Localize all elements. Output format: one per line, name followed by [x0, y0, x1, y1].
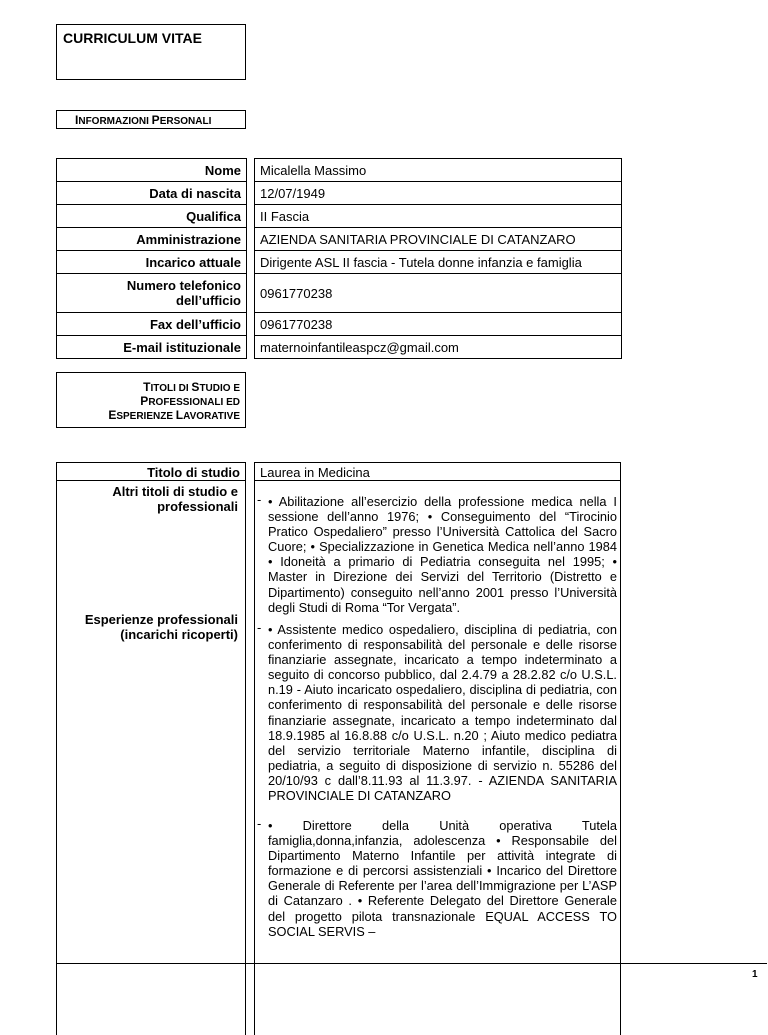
esperienze-value-2 — [257, 818, 617, 939]
personal-info-table — [56, 158, 622, 359]
column-gap — [247, 205, 255, 228]
sc-l1a: T — [143, 380, 151, 394]
personal-info-label: E-mail istituzionale — [57, 336, 247, 359]
sc-l1c: S — [191, 380, 200, 394]
personal-info-row — [57, 336, 622, 359]
sc-l3c: L — [175, 408, 184, 422]
sc-first: I — [75, 113, 79, 127]
sc-first2: P — [151, 113, 160, 127]
personal-info-value: Dirigente ASL II fascia - Tutela donne infanzia e famiglia — [255, 251, 622, 274]
personal-info-label: Fax dell’ufficio — [57, 313, 247, 336]
studies-label-column — [56, 462, 246, 1035]
personal-info-value: 12/07/1949 — [255, 182, 622, 205]
personal-info-value: II Fascia — [255, 205, 622, 228]
personal-info-row — [57, 251, 622, 274]
personal-info-value: 0961770238 — [255, 313, 622, 336]
altri-titoli-label: Altri titoli di studio e professionali — [112, 484, 238, 514]
personal-info-label: Data di nascita — [57, 182, 247, 205]
personal-info-value: 0961770238 — [255, 274, 622, 313]
esperienze-label: Esperienze professionali (incarichi ricoperti) — [84, 612, 238, 642]
dash-marker: - — [257, 492, 262, 507]
personal-info-row — [57, 159, 622, 182]
esperienze-text-2: • Direttore della Unità operativa Tutela famiglia,donna,infanzia, adolescenza • Responsabile del Dipartimento Materno Infantile per attività integrate di formazione e di percorsi assistenziali • Incarico del Direttore Generale di Referente per l’area dell’Immigrazione per L’ASP di Catanzaro . • Referente Delegato del Direttore Generale del progetto pilota transnazionale EQUAL ACCESS TO SOCIAL SERVIS – — [268, 818, 617, 939]
personal-info-label: Amministrazione — [57, 228, 247, 251]
row-separator — [254, 480, 621, 481]
altri-titoli-value — [257, 494, 617, 615]
personal-info-label: Incarico attuale — [57, 251, 247, 274]
sc-l2b: ROFESSIONALI ED — [148, 397, 240, 408]
column-gap — [247, 159, 255, 182]
altri-titoli-text: • Abilitazione all’esercizio della professione medica nella I sessione dell’anno 1976; • Conseguimento del “Tirocinio Pratico Ospedaliero” presso l’Università Cattolica del Sacro Cuore; • Specializzazione in Genetica Medica nell’anno 1984 • Idoneità a primario di Pediatria conseguita nel 1995; • Master in Direzione dei Servizi del Territorio (Distretto e Dipartimento) conseguito nell’anno 2001 presso l’Università degli Studi di Roma “Tor Vergata”. — [268, 494, 617, 615]
sc-l3d: AVORATIVE — [183, 411, 240, 422]
page-number: 1 — [752, 969, 758, 980]
column-gap — [247, 182, 255, 205]
column-gap — [247, 228, 255, 251]
personal-info-row — [57, 313, 622, 336]
personal-info-row — [57, 228, 622, 251]
column-gap — [247, 251, 255, 274]
sc-l3b: SPERIENZE — [116, 411, 176, 422]
esperienze-text-1: • Assistente medico ospedaliero, disciplina di pediatria, con conferimento di responsabilità del personale e delle risorse finanziarie assegnate, incaricato a tempo indeterminato a seguito di concorso pubblico, dal 2.4.79 a 28.2.82 c/o U.S.L. n.19 - Aiuto incaricato ospedaliero, disciplina di pediatria, con conferimento di responsabilità del personale e delle risorse finanziarie assegnate, incaricato a tempo indeterminato dal 18.9.1985 al 16.8.88 c/o U.S.L. n.20 ; Aiuto medico pediatra del servizio territoriale Materno infantile, disciplina di pediatria, a seguito di disposizione di servizio n. 55286 del 20/10/93 c dall’8.11.93 al 11.3.97. - AZIENDA SANITARIA PROVINCIALE DI CATANZARO — [268, 622, 617, 804]
personal-info-label: Qualifica — [57, 205, 247, 228]
esperienze-value-1 — [257, 622, 617, 803]
footer-rule — [56, 963, 767, 964]
sc-l3a: E — [108, 408, 117, 422]
personal-info-row — [57, 182, 622, 205]
personal-info-value: maternoinfantileaspcz@gmail.com — [255, 336, 622, 359]
personal-info-value: Micalella Massimo — [255, 159, 622, 182]
sc-rest2: ERSONALI — [159, 116, 212, 127]
section-header-studies — [56, 372, 246, 428]
titolo-label: Titolo di studio — [147, 465, 240, 480]
personal-info-row — [57, 274, 622, 313]
sc-l1d: TUDIO E — [199, 383, 240, 394]
personal-info-value: AZIENDA SANITARIA PROVINCIALE DI CATANZARO — [255, 228, 622, 251]
personal-info-label: Nome — [57, 159, 247, 182]
dash-marker: - — [257, 620, 262, 635]
sc-l2a: P — [140, 394, 149, 408]
titolo-value: Laurea in Medicina — [260, 465, 370, 480]
sc-l1b: ITOLI DI — [150, 383, 192, 394]
cv-title: CURRICULUM VITAE — [56, 24, 246, 80]
sc-rest: NFORMAZIONI — [78, 116, 152, 127]
personal-info-row — [57, 205, 622, 228]
column-gap — [247, 336, 255, 359]
column-gap — [247, 274, 255, 313]
row-separator — [56, 480, 246, 481]
column-gap — [247, 313, 255, 336]
dash-marker: - — [257, 816, 262, 831]
section-header-personal-info — [56, 110, 246, 129]
personal-info-label: Numero telefonico dell’ufficio — [57, 274, 247, 313]
